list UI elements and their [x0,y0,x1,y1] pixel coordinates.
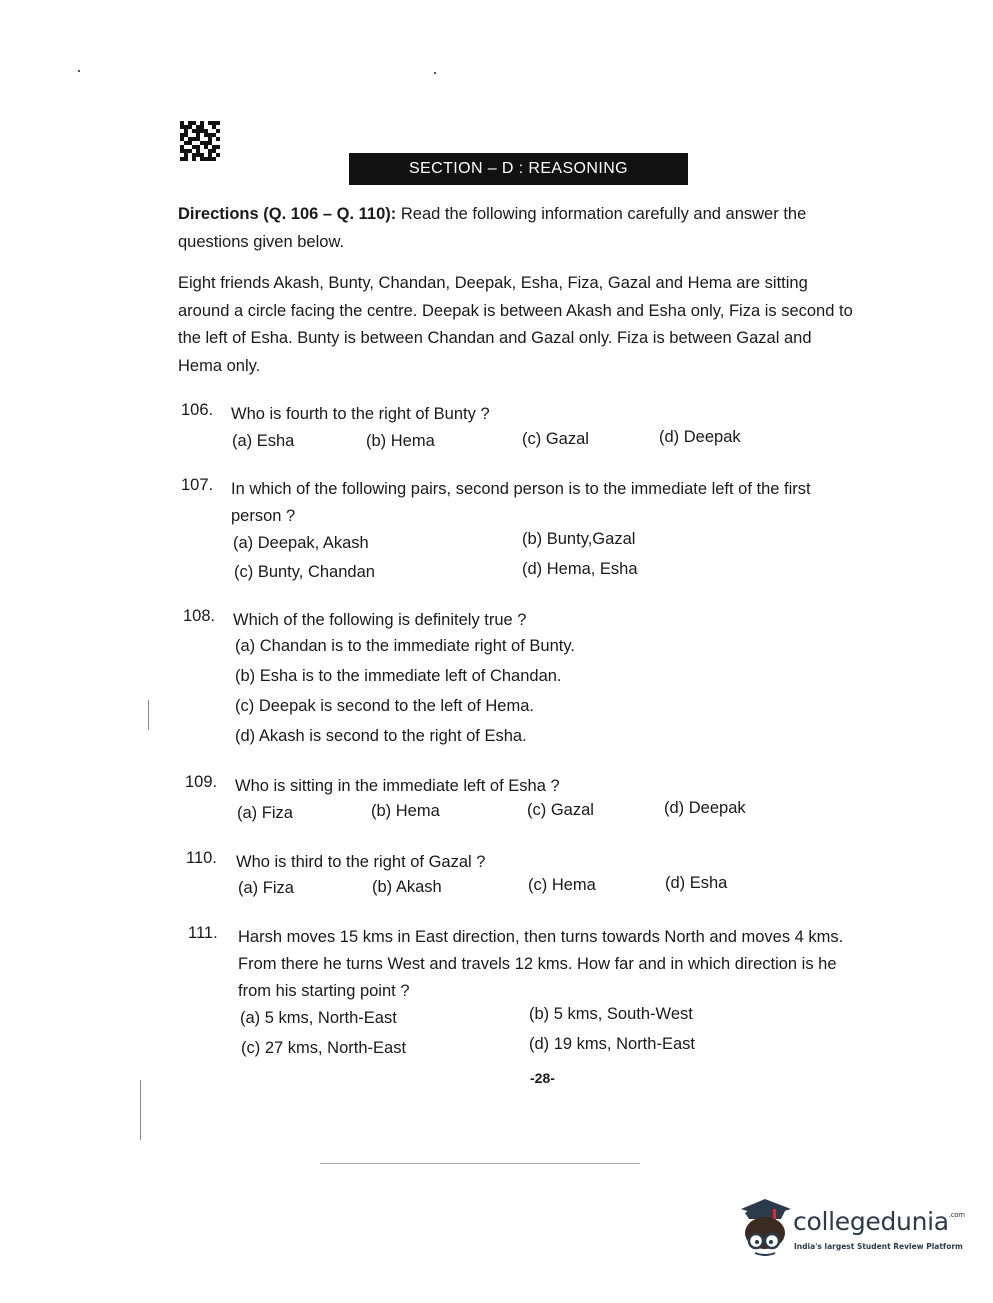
question-stem: Who is sitting in the immediate left of Esha ? [235,777,560,795]
question-stem: In which of the following pairs, second person is to the immediate left of the first person ? [231,480,811,525]
mascot-icon [735,1195,795,1257]
option-a: (a) Chandan is to the immediate right of Bunty. [235,637,575,655]
scan-speck [78,70,80,72]
question-number: 110. [186,849,217,867]
question-stem: Who is fourth to the right of Bunty ? [231,405,490,423]
option-c: (c) Bunty, Chandan [234,563,375,581]
logo-name: collegedunia [793,1207,949,1236]
option-a: (a) Deepak, Akash [233,534,369,552]
question-number: 108. [183,607,216,625]
scan-line [140,1080,141,1140]
scan-speck [434,72,436,74]
option-b: (b) Bunty,Gazal [522,530,636,548]
question-number: 107. [181,476,214,494]
option-a: (a) 5 kms, North-East [240,1009,397,1027]
question-stem: Who is third to the right of Gazal ? [236,853,486,871]
directions-text: Read the following information carefully and answer the questions given below. [178,205,807,251]
scan-line [320,1163,640,1164]
question-number: 111. [188,924,218,942]
scan-line [148,700,149,730]
question-stem: Harsh moves 15 kms in East direction, then turns towards North and moves 4 kms. From there he turns West and travels 12 kms. How far and in which direction is he from his starting point ? [238,928,844,1000]
question-number: 109. [185,773,218,791]
option-b: (b) Esha is to the immediate left of Chandan. [235,667,562,685]
option-a: (a) Fiza [237,804,293,822]
option-d: (d) Esha [665,874,728,892]
section-title: SECTION – D : REASONING [349,153,688,185]
option-c: (c) Deepak is second to the left of Hema. [235,697,534,715]
option-c: (c) Gazal [527,801,594,819]
option-d: (d) Deepak [659,428,741,446]
option-d: (d) 19 kms, North-East [529,1035,695,1053]
directions-label: Directions (Q. 106 – Q. 110): [178,205,397,223]
question-stem: Which of the following is definitely true ? [233,611,527,629]
option-c: (c) Hema [528,876,596,894]
option-c: (c) Gazal [522,430,589,448]
option-d: (d) Hema, Esha [522,560,638,578]
option-a: (a) Fiza [238,879,294,897]
question-number: 106. [181,401,214,419]
passage: Eight friends Akash, Bunty, Chandan, Deepak, Esha, Fiza, Gazal and Hema are sitting around a circle facing the centre. Deepak is between Akash and Esha only, Fiza is second to the left of Esha. Bunty is between Chandan and Gazal only. Fiza is between Gazal and Hema only. [178,274,853,375]
option-d: (d) Deepak [664,799,746,817]
collegedunia-logo [735,1195,965,1265]
logo-suffix: .com [948,1211,965,1219]
page-number: -28- [530,1070,555,1086]
option-b: (b) 5 kms, South-West [529,1005,693,1023]
option-a: (a) Esha [232,432,295,450]
option-b: (b) Hema [366,432,435,450]
option-b: (b) Akash [372,878,442,896]
qr-code-icon [179,121,221,161]
option-c: (c) 27 kms, North-East [241,1039,407,1057]
option-b: (b) Hema [371,802,440,820]
option-d: (d) Akash is second to the right of Esha. [235,727,527,745]
directions [178,200,858,256]
logo-tagline: India's largest Student Review Platform [794,1242,963,1251]
